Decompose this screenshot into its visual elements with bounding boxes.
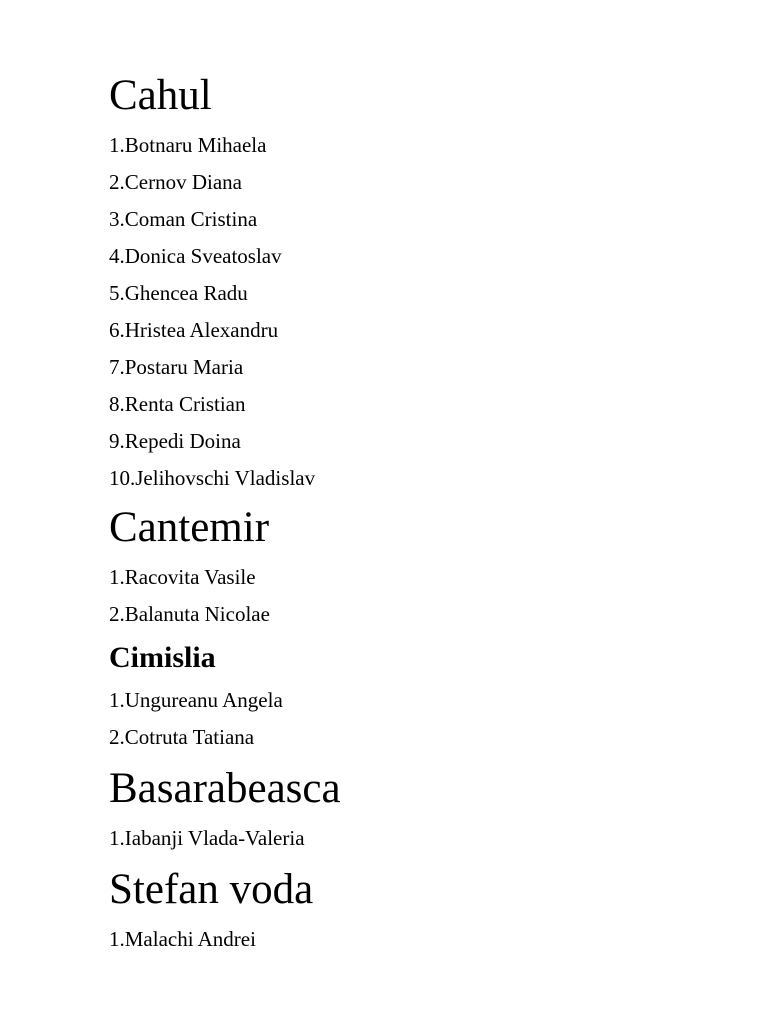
list-item: 1.Malachi Andrei bbox=[109, 927, 256, 951]
list-item: 1.Botnaru Mihaela bbox=[109, 133, 267, 157]
list-item: 9.Repedi Doina bbox=[109, 429, 241, 453]
section-cimislia bbox=[109, 641, 283, 756]
section-heading: Cimislia bbox=[109, 641, 216, 674]
section-heading: Basarabeasca bbox=[109, 765, 341, 812]
list-item: 2.Balanuta Nicolae bbox=[109, 602, 270, 626]
name-list bbox=[109, 921, 313, 958]
list-item: 2.Cotruta Tatiana bbox=[109, 725, 255, 749]
list-item: 1.Iabanji Vlada-Valeria bbox=[109, 826, 305, 850]
list-item: 6.Hristea Alexandru bbox=[109, 318, 279, 342]
list-item: 7.Postaru Maria bbox=[109, 355, 244, 379]
name-list bbox=[109, 682, 283, 756]
section-heading: Cahul bbox=[109, 72, 212, 119]
section-cahul bbox=[109, 72, 315, 497]
list-item: 8.Renta Cristian bbox=[109, 392, 246, 416]
name-list bbox=[109, 127, 315, 497]
section-basarabeasca bbox=[109, 765, 341, 857]
section-heading: Cantemir bbox=[109, 504, 270, 551]
list-item: 1.Racovita Vasile bbox=[109, 565, 256, 589]
list-item: 10.Jelihovschi Vladislav bbox=[109, 466, 316, 490]
section-stefan-voda bbox=[109, 866, 313, 958]
section-cantemir bbox=[109, 504, 270, 633]
name-list bbox=[109, 559, 270, 633]
section-heading: Stefan voda bbox=[109, 866, 314, 913]
name-list bbox=[109, 820, 341, 857]
list-item: 4.Donica Sveatoslav bbox=[109, 244, 282, 268]
list-item: 5.Ghencea Radu bbox=[109, 281, 248, 305]
list-item: 3.Coman Cristina bbox=[109, 207, 258, 231]
list-item: 2.Cernov Diana bbox=[109, 170, 242, 194]
list-item: 1.Ungureanu Angela bbox=[109, 688, 283, 712]
